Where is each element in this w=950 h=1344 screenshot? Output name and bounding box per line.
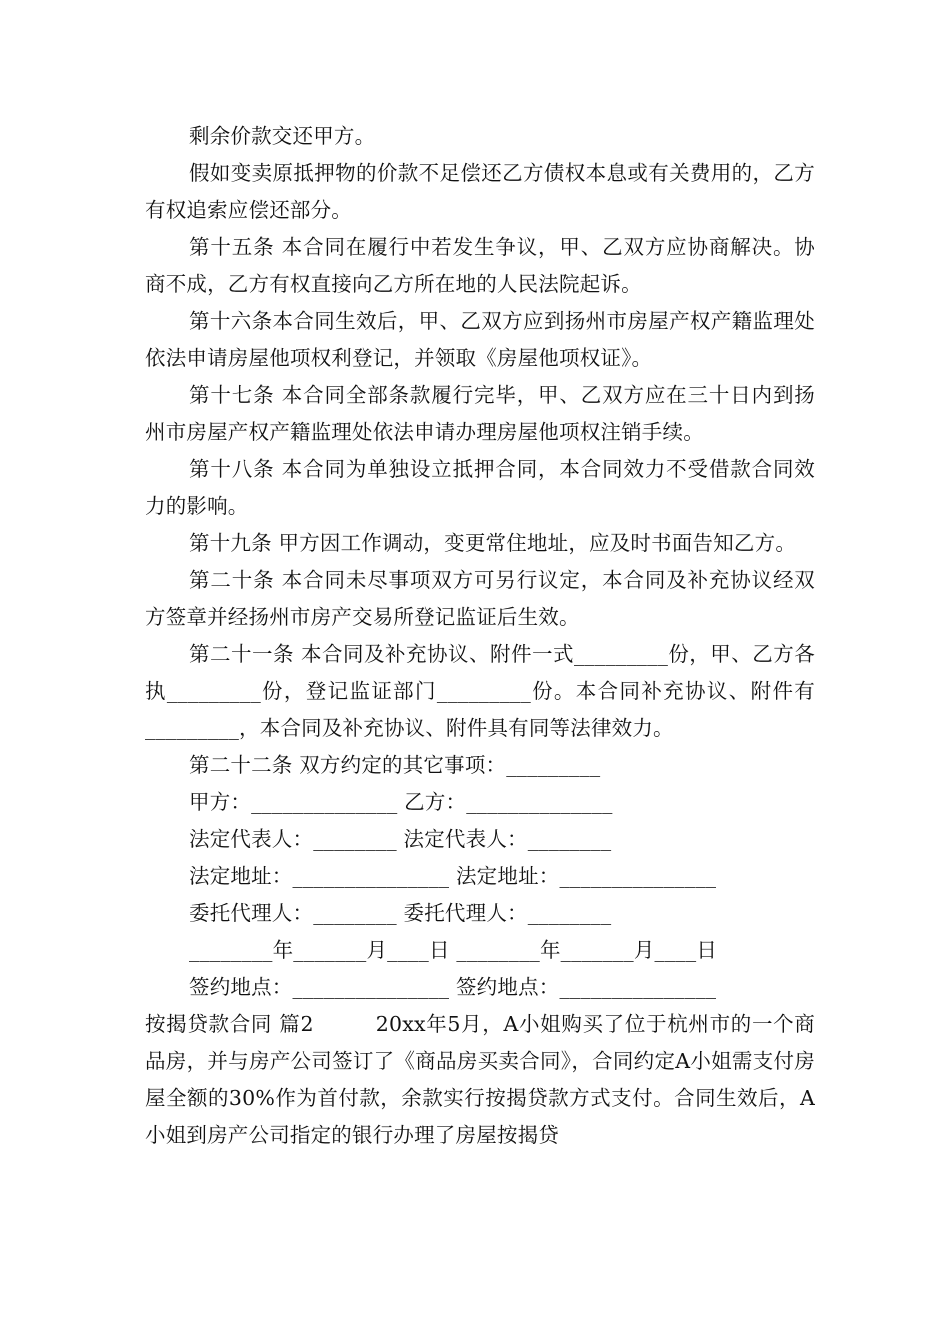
- signature-address-line: 法定地址：_______________ 法定地址：_______________: [189, 864, 717, 888]
- clause-15: 第十五条 本合同在履行中若发生争议，甲、乙双方应协商解决。协商不成，乙方有权直接向乙方所在地的人民法院起诉。: [145, 235, 815, 296]
- section-2-heading: 按揭贷款合同 篇2: [145, 1012, 314, 1036]
- signature-legal-rep-line: 法定代表人：________ 法定代表人：________: [189, 827, 612, 851]
- clause-18: 第十八条 本合同为单独设立抵押合同，本合同效力不受借款合同效力的影响。: [145, 457, 815, 518]
- paragraph-remaining-price: 剩余价款交还甲方。: [189, 124, 376, 148]
- signature-party-line: 甲方：______________ 乙方：______________: [189, 790, 613, 814]
- paragraph-insufficient-price: 假如变卖原抵押物的价款不足偿还乙方债权本息或有关费用的，乙方有权追索应偿还部分。: [145, 161, 815, 222]
- clause-20: 第二十条 本合同未尽事项双方可另行议定，本合同及补充协议经双方签章并经扬州市房产交易所登记监证后生效。: [145, 568, 815, 629]
- clause-21: 第二十一条 本合同及补充协议、附件一式_________份，甲、乙方各执_________份，登记监证部门_________份。本合同补充协议、附件有_________，本合同及补充协议、附件具有同等法律效力。: [145, 642, 815, 740]
- signature-place-line: 签约地点：_______________ 签约地点：_______________: [189, 975, 717, 999]
- clause-19: 第十九条 甲方因工作调动，变更常住地址，应及时书面告知乙方。: [189, 531, 797, 555]
- clause-17: 第十七条 本合同全部条款履行完毕，甲、乙双方应在三十日内到扬州市房屋产权产籍监理处依法申请办理房屋他项权注销手续。: [145, 383, 815, 444]
- section-2: [145, 1006, 815, 1154]
- section-2-body: 20xx年5月，A小姐购买了位于杭州市的一个商品房，并与房产公司签订了《商品房买卖合同》，合同约定A小姐需支付房屋全额的30%作为首付款，余款实行按揭贷款方式支付。合同生效后，A小姐到房产公司指定的银行办理了房屋按揭贷: [145, 1012, 816, 1147]
- signature-date-line: ________年_______月____日 ________年_______月____日: [189, 938, 718, 962]
- document-body: [145, 118, 815, 1154]
- clause-22: 第二十二条 双方约定的其它事项：_________: [189, 753, 601, 777]
- clause-16: 第十六条本合同生效后，甲、乙双方应到扬州市房屋产权产籍监理处依法申请房屋他项权利登记，并领取《房屋他项权证》。: [145, 309, 815, 370]
- signature-agent-line: 委托代理人：________ 委托代理人：________: [189, 901, 612, 925]
